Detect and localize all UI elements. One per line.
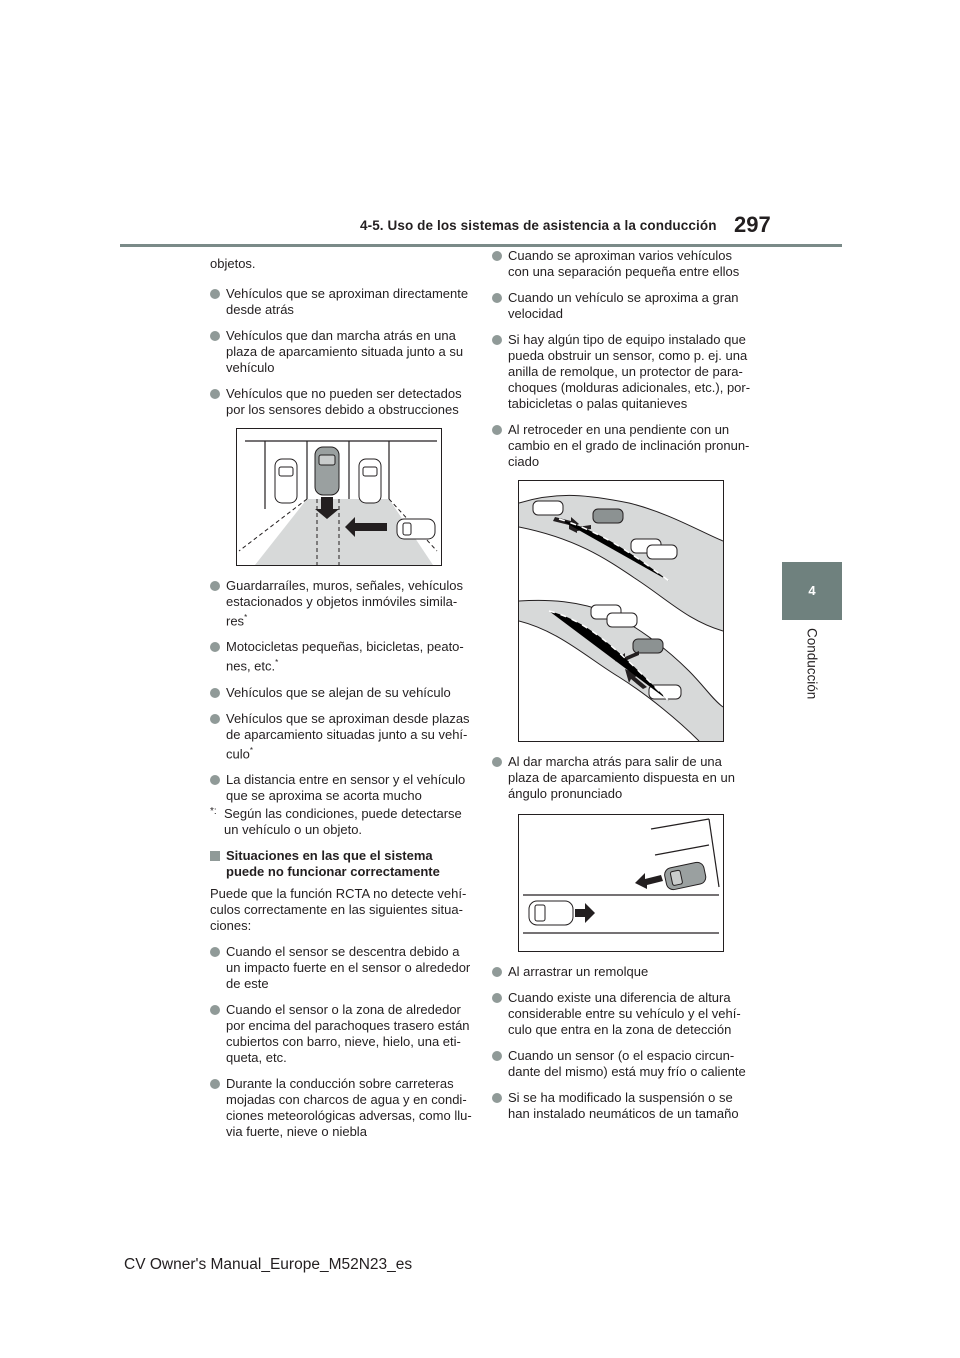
list-item: Si se ha modificado la suspensión o se han instalado neumáticos de un tamaño [492, 1090, 754, 1122]
chapter-tab[interactable]: 4 [782, 562, 842, 620]
list-item: Cuando se aproximan varios vehículos con una separación pequeña entre ellos [492, 248, 754, 280]
list-item: Si hay algún tipo de equipo instalado que pueda obstruir un sensor, como p. ej. una anilla de remolque, un protector de para-choques (molduras adicionales, etc.), por-tabicicletas o palas quitanieves [492, 332, 754, 412]
page-number: 297 [734, 212, 771, 237]
list-item: Cuando el sensor se descentra debido a un impacto fuerte en el sensor o alrededor de este [210, 944, 472, 992]
list-item: Vehículos que no pueden ser detectados por los sensores debido a obstrucciones [210, 386, 472, 418]
section-heading: Situaciones en las que el sistema puede no funcionar correctamente [210, 848, 472, 880]
list-item: La distancia entre en sensor y el vehículo que se aproxima se acorta mucho [210, 772, 472, 804]
list-item: Vehículos que se alejan de su vehículo [210, 685, 472, 701]
list-item: Durante la conducción sobre carreteras mojadas con charcos de agua y en condi-ciones meteorológicas adversas, como llu-via fuerte, nieve o niebla [210, 1076, 472, 1140]
left-column [210, 256, 472, 1150]
list-item: Cuando el sensor o la zona de alrededor por encima del parachoques trasero están cubiertos con barro, nieve, hielo, una eti-queta, etc. [210, 1002, 472, 1066]
parking-lot-illustration [236, 428, 442, 566]
section-title: 4-5. Uso de los sistemas de asistencia a la conducción [360, 218, 717, 233]
header-rule [120, 244, 842, 247]
chapter-label: Conducción [804, 628, 820, 700]
intro-paragraph: Puede que la función RCTA no detecte vehí-culos correctamente en las siguientes situa-ciones: [210, 885, 467, 933]
list-item: Cuando existe una diferencia de altura considerable entre su vehículo y el vehí-culo que entra en la zona de detección [492, 990, 754, 1038]
footer-text: CV Owner's Manual_Europe_M52N23_es [124, 1256, 413, 1273]
list-item: Al retroceder en una pendiente con un cambio en el grado de inclinación pronun-ciado [492, 422, 754, 470]
right-column [492, 248, 754, 1132]
angled-parking-illustration [518, 814, 724, 952]
list-item: Motocicletas pequeñas, bicicletas, peato-nes, etc.* [210, 639, 472, 674]
list-item: Vehículos que se aproximan desde plazas de aparcamiento situadas junto a su vehí-culo* [210, 711, 472, 762]
list-item: Cuando un sensor (o el espacio circun-dante del mismo) está muy frío o caliente [492, 1048, 754, 1080]
list-item: Al arrastrar un remolque [492, 964, 754, 980]
list-item: Al dar marcha atrás para salir de una plaza de aparcamiento dispuesta en un ángulo pronunciado [492, 754, 754, 802]
slope-road-illustration [518, 480, 724, 742]
continued-text: objetos. [210, 256, 256, 271]
list-item: Guardarraíles, muros, señales, vehículos estacionados y objetos inmóviles simila-res* [210, 578, 472, 629]
list-item: Vehículos que se aproximan directamente desde atrás [210, 286, 472, 318]
list-item: Vehículos que dan marcha atrás en una plaza de aparcamiento situada junto a su vehículo [210, 328, 472, 376]
footnote: *: Según las condiciones, puede detectarse un vehículo o un objeto. [210, 805, 462, 837]
list-item: Cuando un vehículo se aproxima a gran velocidad [492, 290, 754, 322]
